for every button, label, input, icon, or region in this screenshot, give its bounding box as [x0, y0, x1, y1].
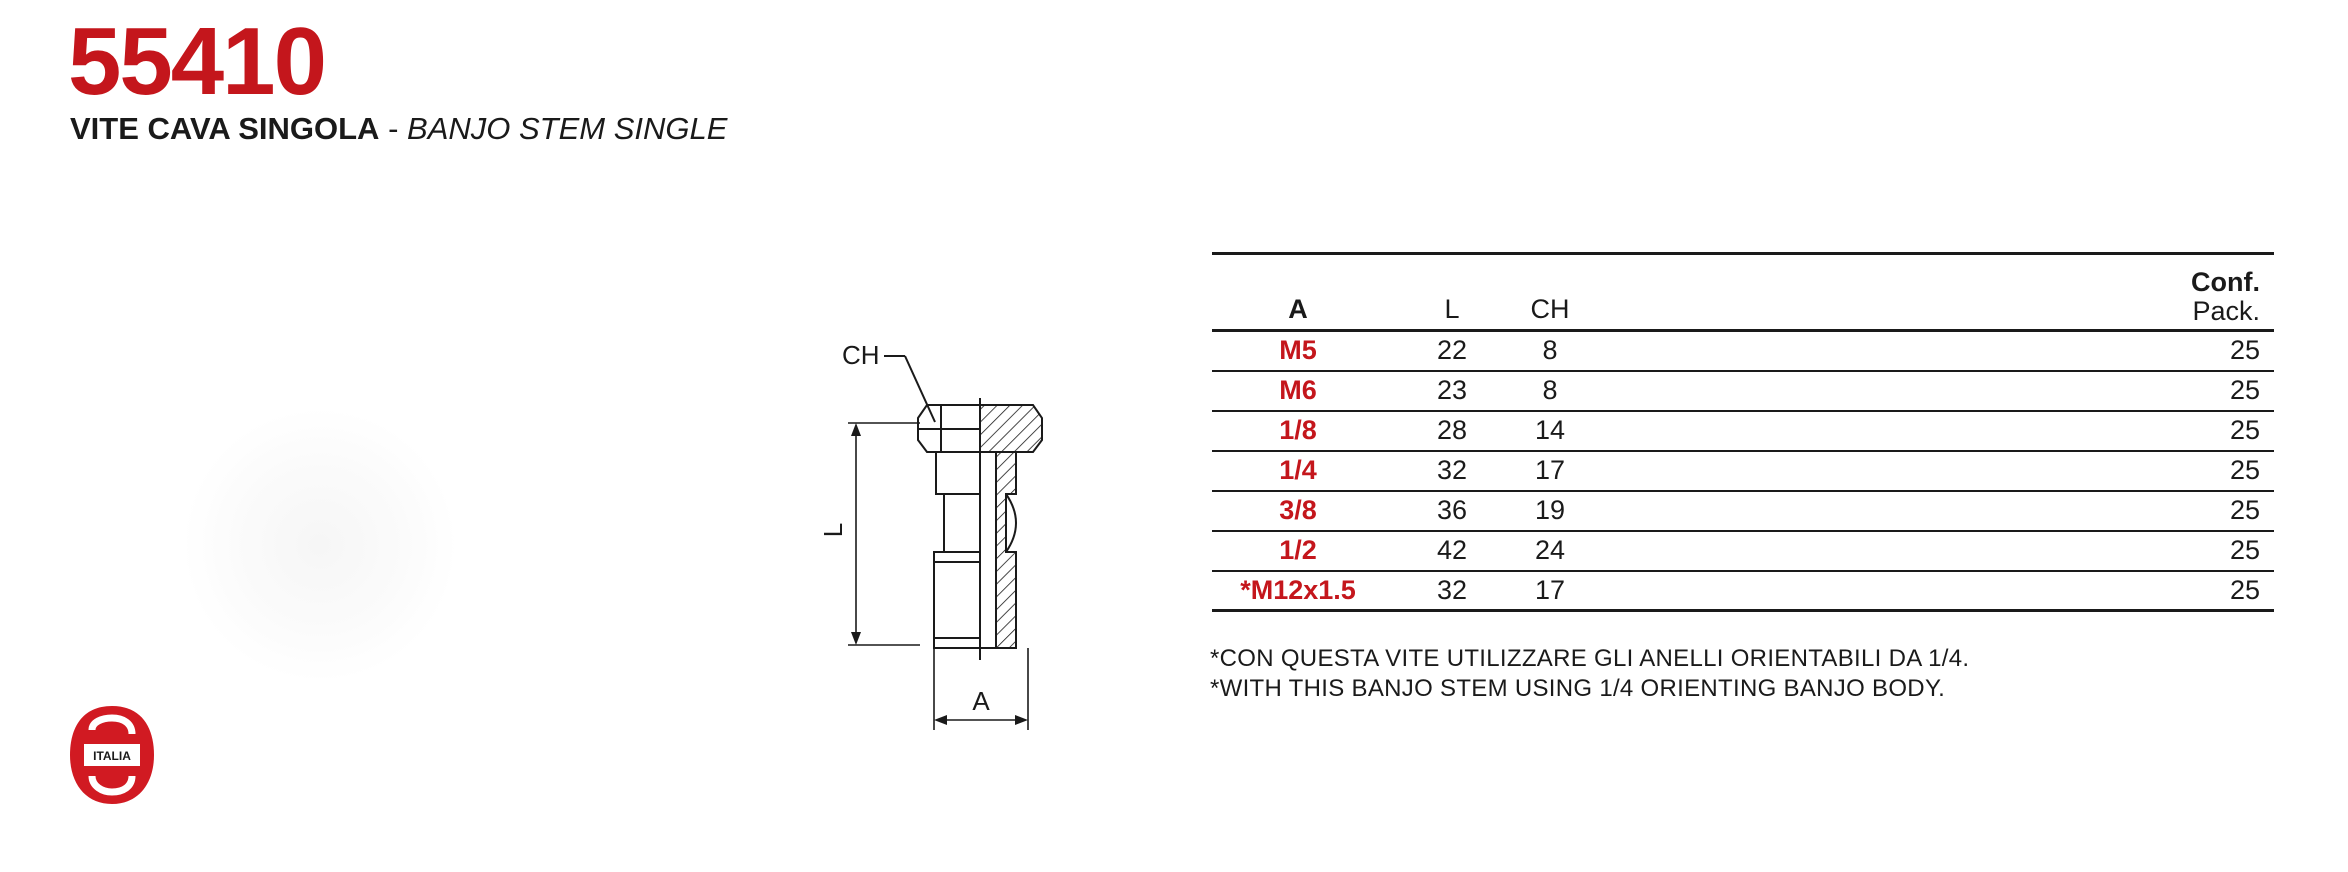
table-row: [1212, 411, 2274, 451]
label-ch: CH: [842, 340, 880, 370]
header-pack-en: Pack.: [2192, 295, 2260, 326]
cell-ch: 14: [1534, 415, 1566, 445]
header-pack-it: Conf.: [2191, 267, 2260, 298]
cell-a: M6: [1279, 375, 1317, 405]
logo-text: ITALIA: [93, 749, 131, 763]
table-header-row: [1212, 254, 2274, 331]
cell-ch: 17: [1534, 455, 1566, 485]
cell-pack: 25: [2229, 535, 2260, 565]
cell-ch: 24: [1534, 535, 1566, 565]
header-pack: [1580, 254, 2274, 331]
cell-l: 28: [1436, 415, 1468, 445]
cell-pack: 25: [2229, 495, 2260, 525]
cell-pack: 25: [2229, 375, 2260, 405]
technical-drawing: [818, 330, 1090, 740]
cell-ch: 17: [1534, 574, 1566, 605]
header-a: A: [1288, 294, 1308, 324]
title-italian: VITE CAVA SINGOLA: [70, 111, 380, 146]
cell-a: M5: [1279, 335, 1317, 366]
cell-a: 1/8: [1279, 415, 1317, 445]
brand-logo-icon: [62, 700, 162, 810]
title-separator: -: [379, 111, 408, 146]
cell-l: 23: [1436, 375, 1468, 405]
header-l: L: [1444, 294, 1460, 324]
product-photo-placeholder: [185, 410, 455, 680]
cell-pack: 25: [2229, 335, 2260, 366]
table-row: [1212, 331, 2274, 371]
label-l: L: [818, 522, 848, 538]
cell-a: *M12x1.5: [1240, 574, 1356, 605]
dim-l-arrow-top: [851, 423, 861, 436]
dim-a-arrow-right: [1015, 715, 1028, 725]
table-row: [1212, 491, 2274, 531]
label-a: A: [972, 686, 990, 716]
cell-ch: 19: [1534, 495, 1566, 525]
cell-ch: 8: [1542, 335, 1558, 366]
note-english: *WITH THIS BANJO STEM USING 1/4 ORIENTING BANJO BODY.: [1210, 675, 1946, 702]
cell-a: 1/4: [1279, 455, 1317, 485]
cell-pack: 25: [2229, 455, 2260, 485]
header-ch: CH: [1530, 294, 1570, 324]
stem-outline: [918, 405, 980, 648]
cell-l: 36: [1436, 495, 1468, 525]
cell-pack: 25: [2229, 574, 2260, 605]
table-row: [1212, 531, 2274, 571]
cell-l: 22: [1436, 335, 1468, 366]
ch-leader-diag: [905, 356, 935, 422]
product-title: [70, 113, 727, 144]
cell-l: 32: [1436, 455, 1468, 485]
cell-ch: 8: [1542, 375, 1558, 405]
dim-l-arrow-bottom: [851, 632, 861, 645]
table-row: [1212, 451, 2274, 491]
cell-pack: 25: [2229, 415, 2260, 445]
table-row: [1212, 371, 2274, 411]
cell-l: 32: [1436, 574, 1468, 605]
title-english: BANJO STEM SINGLE: [407, 111, 728, 146]
cell-l: 42: [1436, 535, 1468, 565]
note-italian: *CON QUESTA VITE UTILIZZARE GLI ANELLI ORIENTABILI DA 1/4.: [1210, 645, 1970, 672]
table-row: [1212, 571, 2274, 611]
dim-a-arrow-left: [934, 715, 947, 725]
cell-a: 1/2: [1279, 535, 1317, 565]
spec-table: [1212, 252, 2274, 612]
product-code: 55410: [68, 8, 325, 115]
cell-a: 3/8: [1279, 495, 1317, 525]
stem-section: [980, 405, 1042, 648]
